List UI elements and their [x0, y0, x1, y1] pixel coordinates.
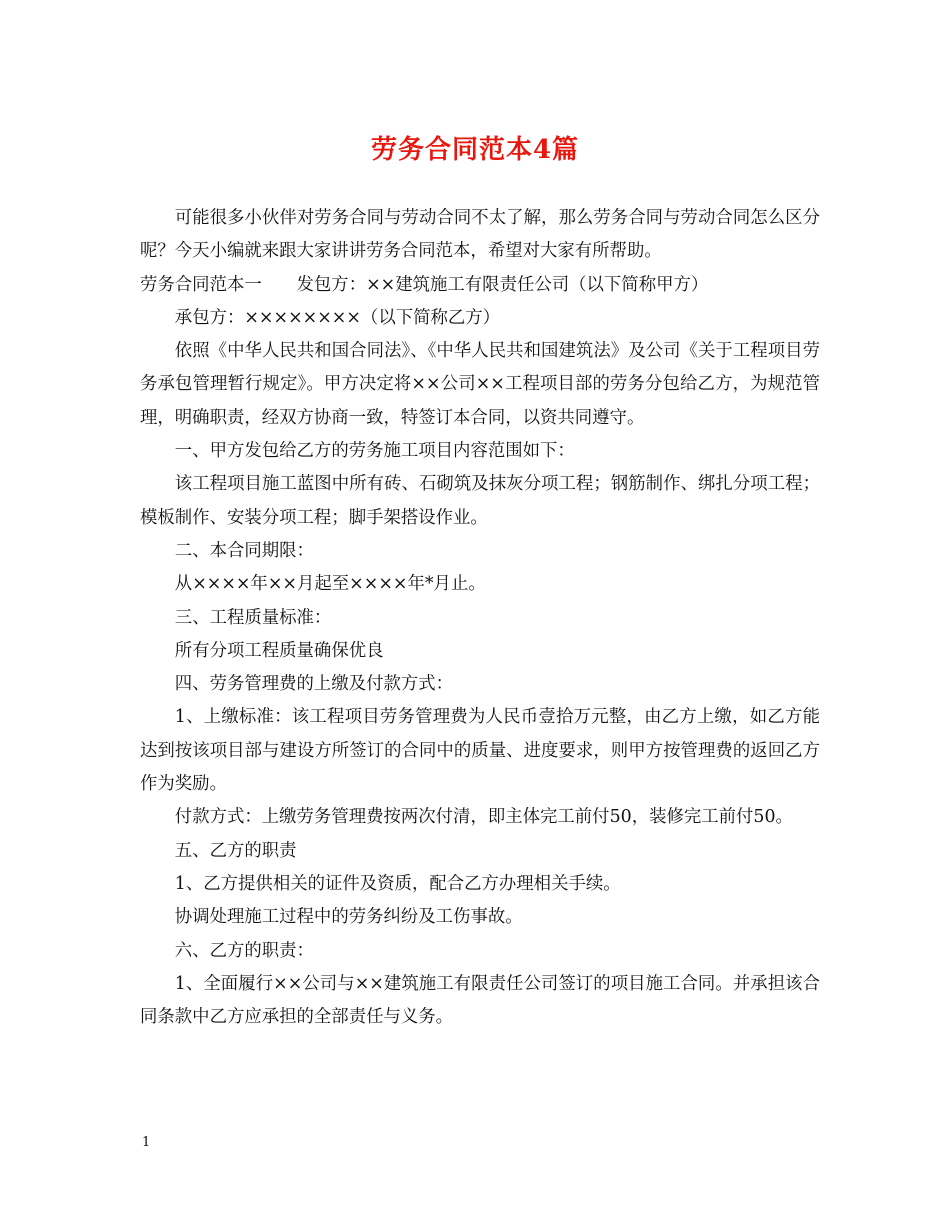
- paragraph: 付款方式：上缴劳务管理费按两次付清，即主体完工前付50，装修完工前付50。: [174, 807, 793, 828]
- page-number: 1: [142, 1135, 151, 1150]
- document-body: [140, 202, 820, 1034]
- paragraph: 协调处理施工过程中的劳务纠纷及工伤事故。: [174, 907, 523, 928]
- paragraph: 一、甲方发包给乙方的劳务施工项目内容范围如下：: [174, 441, 575, 462]
- paragraph: 该工程项目施工蓝图中所有砖、石砌筑及抹灰分项工程；钢筋制作、绑扎分项工程；模板制作、安装分项工程；脚手架搭设作业。: [140, 474, 820, 528]
- paragraph: 二、本合同期限：: [174, 540, 314, 561]
- paragraph: 1、乙方提供相关的证件及资质，配合乙方办理相关手续。: [174, 873, 621, 894]
- document-title: 劳务合同范本4篇: [370, 135, 580, 165]
- paragraph: 可能很多小伙伴对劳务合同与劳动合同不太了解，那么劳务合同与劳动合同怎么区分呢？今天小编就来跟大家讲讲劳务合同范本，希望对大家有所帮助。: [140, 208, 820, 262]
- paragraph: 承包方：××××××××（以下简称乙方）: [174, 307, 501, 328]
- paragraph: 劳务合同范本一 发包方：××建筑施工有限责任公司（以下简称甲方）: [140, 274, 709, 295]
- paragraph: 1、上缴标准：该工程项目劳务管理费为人民币壹拾万元整，由乙方上缴，如乙方能达到按该项目部与建设方所签订的合同中的质量、进度要求，则甲方按管理费的返回乙方作为奖励。: [140, 707, 820, 795]
- paragraph: 五、乙方的职责: [174, 840, 297, 861]
- paragraph: 所有分项工程质量确保优良: [174, 640, 384, 661]
- paragraph: 四、劳务管理费的上缴及付款方式：: [174, 674, 454, 695]
- paragraph: 三、工程质量标准：: [174, 607, 332, 628]
- paragraph: 从××××年××月起至××××年*月止。: [174, 574, 486, 595]
- paragraph: 依照《中华人民共和国合同法》、《中华人民共和国建筑法》及公司《关于工程项目劳务承包管理暂行规定》。甲方决定将××公司××工程项目部的劳务分包给乙方，为规范管理，明确职责，经双方协商一致，特签订本合同，以资共同遵守。: [140, 341, 820, 428]
- paragraph: 1、全面履行××公司与××建筑施工有限责任公司签订的项目施工合同。并承担该合同条款中乙方应承担的全部责任与义务。: [140, 973, 820, 1028]
- paragraph: 六、乙方的职责：: [174, 940, 314, 961]
